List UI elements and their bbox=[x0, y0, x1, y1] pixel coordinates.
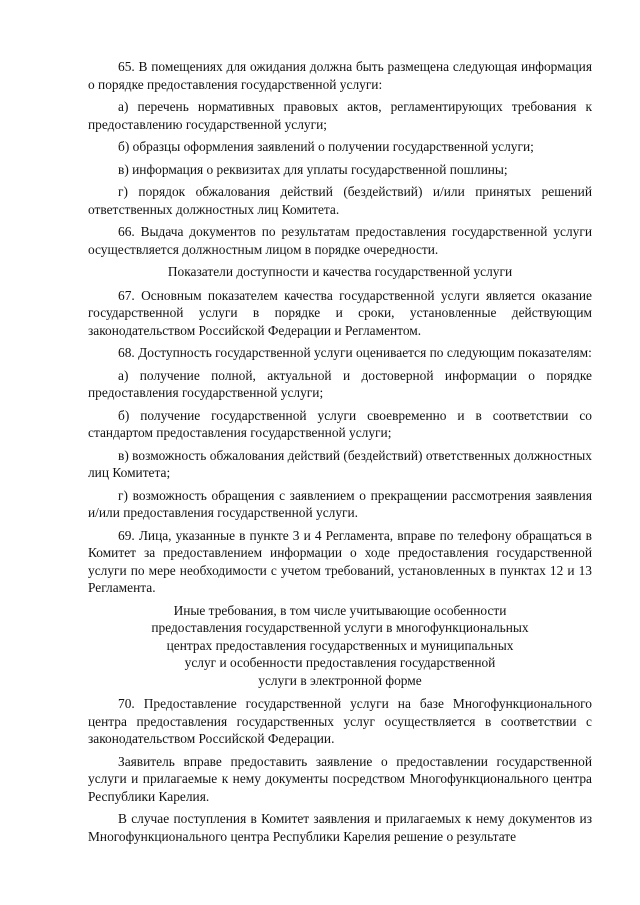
heading-line: предоставления государственной услуги в многофункциональных bbox=[151, 620, 529, 635]
paragraph-65g: г) порядок обжалования действий (бездействий) и/или принятых решений ответственных должностных лиц Комитета. bbox=[88, 184, 592, 217]
heading-line: услуги в электронной форме bbox=[258, 672, 422, 688]
paragraph-68: 68. Доступность государственной услуги оценивается по следующим показателям: bbox=[118, 345, 592, 360]
heading-line: центрах предоставления государственных и муниципальных bbox=[166, 637, 514, 653]
paragraph-applicant: Заявитель вправе предоставить заявление о предоставлении государственной услуги и прилагаемые к нему документы посредством Многофункционального центра Республики Карелия. bbox=[88, 753, 592, 804]
paragraph-65: 65. В помещениях для ожидания должна быть размещена следующая информация о порядке предоставления государственной услуги: bbox=[88, 59, 592, 92]
paragraph-68a: а) получение полной, актуальной и достоверной информации о порядке предоставления государственной услуги; bbox=[88, 367, 592, 400]
paragraph-incoming: В случае поступления в Комитет заявления и прилагаемых к нему документов из Многофункционального центра Республики Карелия решение о результате bbox=[88, 811, 592, 844]
paragraph-65b: б) образцы оформления заявлений о получении государственной услуги; bbox=[118, 139, 534, 154]
document-page bbox=[88, 58, 592, 850]
paragraph-67: 67. Основным показателем качества государственной услуги является оказание государственной услуги в порядке и сроки, установленные действующим законодательством Российской Федерации и Регламентом. bbox=[88, 287, 592, 338]
section-heading-other-requirements bbox=[88, 602, 592, 690]
paragraph-70: 70. Предоставление государственной услуги на базе Многофункционального центра предоставления государственных услуг осуществляется в соответствии с законодательством Российской Федерации. bbox=[88, 696, 592, 746]
paragraph-68v: в) возможность обжалования действий (бездействий) ответственных должностных лиц Комитета; bbox=[88, 447, 592, 480]
paragraph-66: 66. Выдача документов по результатам предоставления государственной услуги осуществляется должностным лицом в порядке очередности. bbox=[88, 224, 592, 257]
section-heading-quality: Показатели доступности и качества государственной услуги bbox=[167, 264, 513, 279]
heading-line: Иные требования, в том числе учитывающие особенности bbox=[173, 602, 507, 618]
heading-line: услуг и особенности предоставления государственной bbox=[184, 655, 496, 670]
paragraph-65a: а) перечень нормативных правовых актов, регламентирующих требования к предоставлению государственной услуги; bbox=[88, 99, 592, 132]
paragraph-68g: г) возможность обращения с заявлением о прекращении рассмотрения заявления и/или предоставления государственной услуги. bbox=[88, 487, 592, 520]
paragraph-65v: в) информация о реквизитах для уплаты государственной пошлины; bbox=[118, 161, 508, 177]
paragraph-68b: б) получение государственной услуги своевременно и в соответствии со стандартом предоставления государственной услуги; bbox=[88, 407, 592, 440]
paragraph-69: 69. Лица, указанные в пункте 3 и 4 Регламента, вправе по телефону обращаться в Комитет за предоставлением информации о ходе предоставления государственной услуги по мере необходимости с учетом требований, установленных в пунктах 12 и 13 Регламента. bbox=[88, 527, 592, 595]
